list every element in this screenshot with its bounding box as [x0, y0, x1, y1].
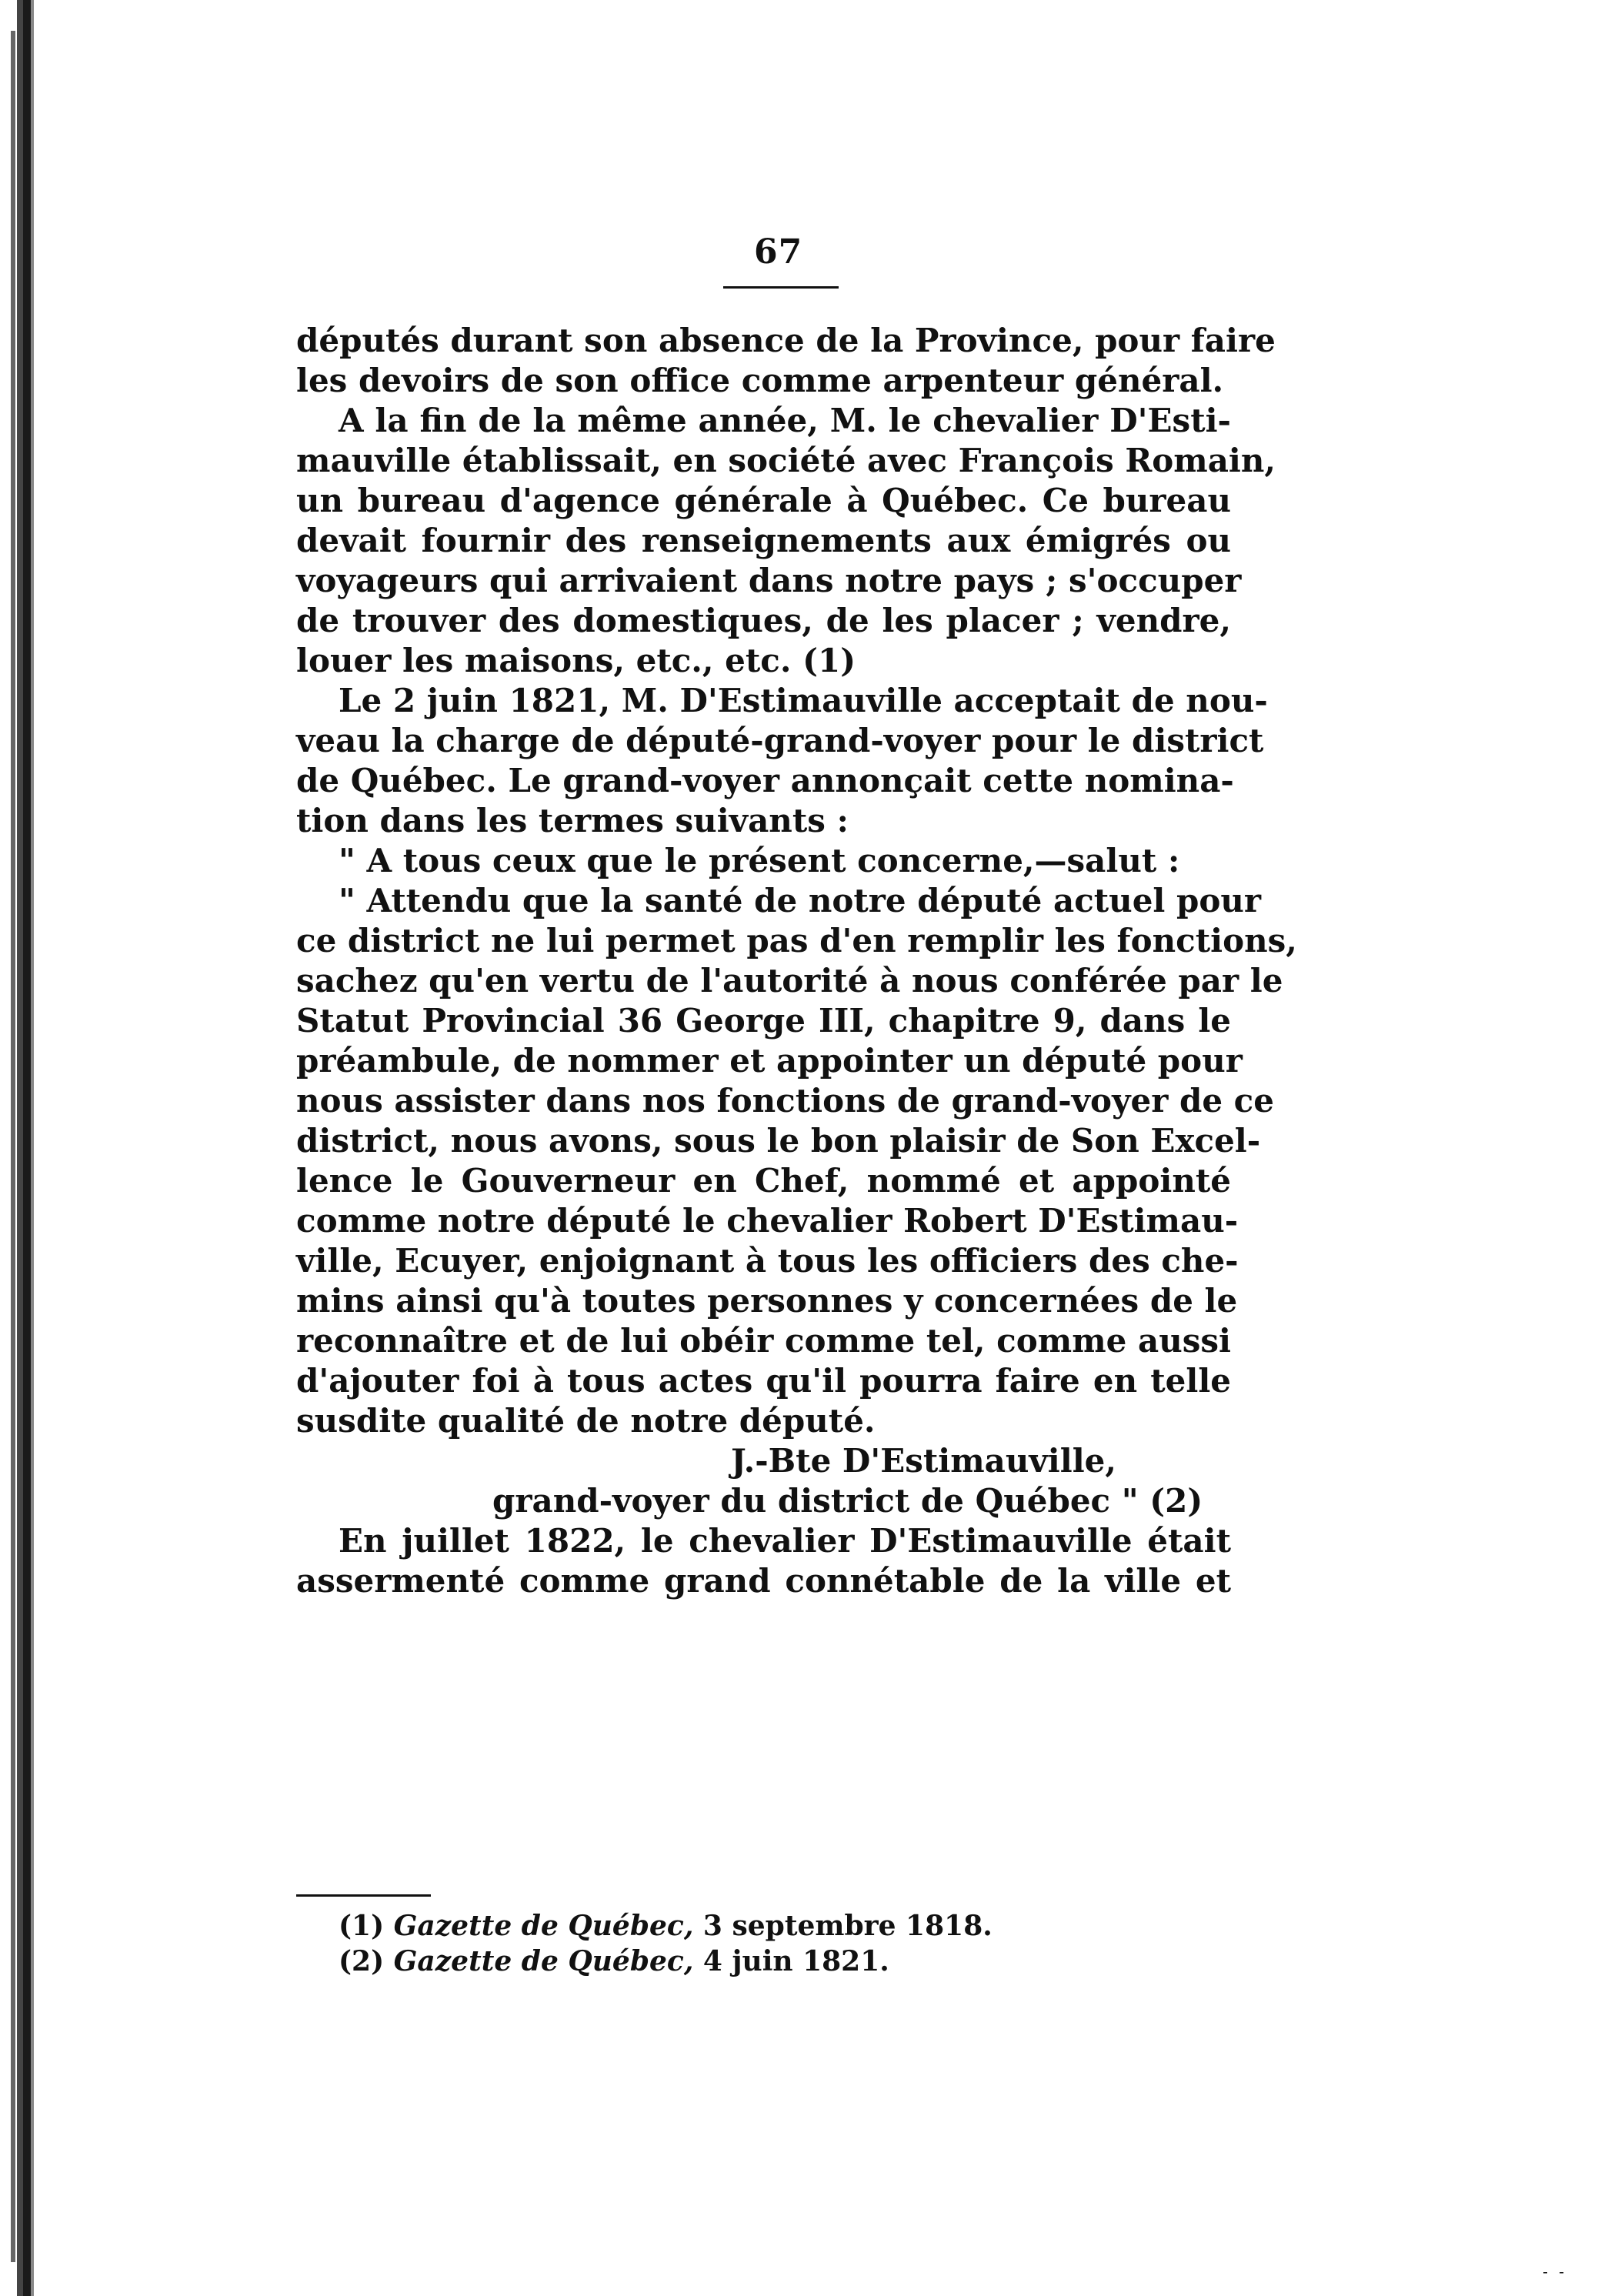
text-line: " A tous ceux que le présent concerne,—salut : [339, 842, 1180, 879]
signature-name: J.-Bte D'Estimauville, [731, 1442, 1117, 1480]
text-line: tion dans les termes suivants : [296, 802, 849, 839]
text-line: voyageurs qui arrivaient dans notre pays ; s'occuper [296, 562, 1242, 599]
text-line: district, nous avons, sous le bon plaisir de Son Excel- [296, 1122, 1261, 1160]
text-line: les devoirs de son office comme arpenteur général. [296, 362, 1224, 399]
text-line: un bureau d'agence générale à Québec. Ce bureau [296, 482, 1231, 519]
text-line: mauville établissait, en société avec François Romain, [296, 442, 1276, 479]
text-line: reconnaître et de lui obéir comme tel, comme aussi [296, 1322, 1231, 1360]
footnote-rule [296, 1894, 431, 1897]
text-line: ville, Ecuyer, enjoignant à tous les officiers des che- [296, 1242, 1239, 1280]
footnote-date: 4 juin 1821. [702, 1945, 889, 1977]
text-line: mins ainsi qu'à toutes personnes y concernées de le [296, 1282, 1238, 1320]
footnote-source: Gazette de Québec, [393, 1910, 694, 1942]
footnote-1 [339, 1910, 992, 1942]
signature-title: grand-voyer du district de Québec " (2) [492, 1482, 1203, 1520]
text-line: comme notre député le chevalier Robert D'Estimau- [296, 1202, 1239, 1240]
text-line: ce district ne lui permet pas d'en remplir les fonctions, [296, 922, 1297, 959]
text-line: sachez qu'en vertu de l'autorité à nous conférée par le [296, 962, 1283, 999]
text-line: louer les maisons, etc., etc. (1) [296, 642, 856, 679]
footnote-mark: (1) [339, 1910, 385, 1942]
text-line: devait fournir des renseignements aux émigrés ou [296, 522, 1231, 559]
text-line: d'ajouter foi à tous actes qu'il pourra faire en telle [296, 1362, 1231, 1400]
text-line: députés durant son absence de la Province, pour faire [296, 322, 1276, 359]
text-line: Le 2 juin 1821, M. D'Estimauville acceptait de nou- [339, 682, 1268, 719]
text-line: de Québec. Le grand-voyer annonçait cette nomina- [296, 762, 1234, 799]
footnote-mark: (2) [339, 1945, 385, 1977]
footnote-source: Gazette de Québec, [393, 1945, 694, 1977]
text-line: susdite qualité de notre député. [296, 1402, 876, 1440]
text-line: veau la charge de député-grand-voyer pour le district [296, 722, 1264, 759]
text-line: assermenté comme grand connétable de la ville et [296, 1562, 1231, 1600]
text-line: préambule, de nommer et appointer un député pour [296, 1042, 1243, 1080]
page-number: 67 [754, 232, 803, 272]
text-line: Statut Provincial 36 George III, chapitre 9, dans le [296, 1002, 1231, 1040]
scan-artifact: - - [1543, 2262, 1567, 2281]
text-line: En juillet 1822, le chevalier D'Estimauville était [339, 1522, 1231, 1560]
text-line: " Attendu que la santé de notre député actuel pour [339, 882, 1262, 919]
binding-edge [0, 0, 45, 2296]
footnote-2 [339, 1945, 889, 1977]
text-line: A la fin de la même année, M. le chevalier D'Esti- [339, 402, 1231, 439]
text-line: nous assister dans nos fonctions de grand-voyer de ce [296, 1082, 1274, 1120]
header-rule [723, 286, 839, 289]
text-line: lence le Gouverneur en Chef, nommé et appointé [296, 1162, 1231, 1200]
text-line: de trouver des domestiques, de les placer ; vendre, [296, 602, 1231, 639]
footnote-date: 3 septembre 1818. [702, 1910, 992, 1942]
